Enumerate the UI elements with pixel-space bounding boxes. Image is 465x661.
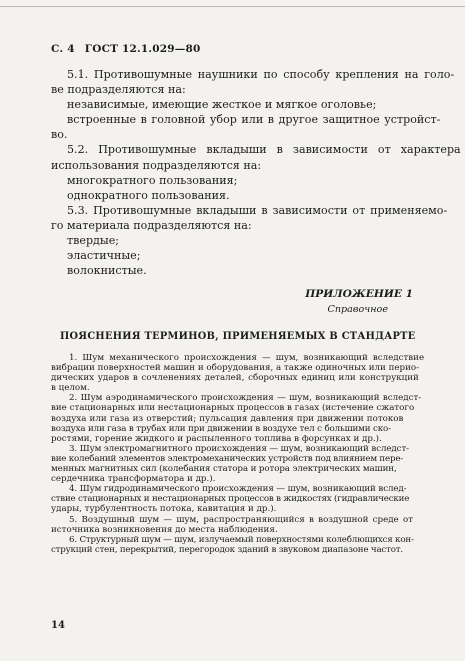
text-line: эластичные; [67,249,141,263]
text-line: 5.1. Противошумные наушники по способу крепления на голо- [67,68,455,81]
section-title: ПОЯСНЕНИЯ ТЕРМИНОВ, ПРИМЕНЯЕМЫХ В СТАНДАРТЕ [60,331,416,342]
text-line: 3. Шум электромагнитного происхождения — шум, возникающий вследст- [69,443,409,454]
text-line: струкций стен, перекрытий, перегородок зданий в звуковом диапазоне частот. [51,544,403,555]
text-line: дических ударов в сочленениях деталей, сборочных единиц или конструкций [51,373,419,384]
text-line: сердечника трансформатора и др.). [51,474,216,485]
text-line: ствие стационарных и нестационарных процессов в жидкостях (гидравлические [51,494,410,505]
page-label: С. 4 [51,43,75,55]
text-line: во. [51,128,68,142]
text-line: вибрации поверхностей машин и оборудования, а также одиночных или перио- [51,363,420,374]
text-line: независимые, имеющие жесткое и мягкое оголовье; [67,98,377,112]
text-line: однократного пользования. [67,188,230,202]
text-line: ростями, горение жидкого и распыленного топлива в форсунках и др.). [51,433,382,444]
text-line: встроенные в головной убор или в другое защитное устройст- [67,113,441,127]
text-line: воздуха или газа в трубах или при движении в воздухе тел с большими ско- [51,423,391,434]
text-line: источника возникновения до места наблюдения. [51,524,278,535]
text-line: в целом. [51,383,90,394]
text-line: менных магнитных сил (колебания статора и ротора электрических машин, [51,464,397,475]
text-line: 4. Шум гидродинамического происхождения — шум, возникающий вслед- [69,484,407,495]
text-line: вие колебаний элементов электромеханических устройств под влиянием пере- [51,453,404,464]
text-line: 5.2. Противошумные вкладыши в зависимости от характера [67,143,461,157]
text-line: вие стационарных или нестационарных процессов в газах (истечение сжатого [51,403,415,414]
text-line: 5. Воздушный шум — шум, распространяющийся в воздушной среде от [69,514,413,525]
text-line: 2. Шум аэродинамического происхождения — шум, возникающий вследст- [69,393,422,404]
text-line: многократного пользования; [67,173,238,187]
page-number: 14 [51,620,65,631]
appendix-subtitle: Справочное [327,304,388,315]
text-line: 5.3. Противошумные вкладыши в зависимости от применяемо- [67,203,448,217]
standard-number: ГОСТ 12.1.029—80 [84,43,201,55]
text-line: 6. Структурный шум — шум, излучаемый поверхностями колеблющихся кон- [69,534,414,545]
top-rule [0,6,465,7]
text-line: ве подразделяются на: [51,83,186,97]
text-line: го материала подразделяются на: [51,218,252,232]
text-line: удары, турбулентность потока, кавитация и др.). [51,504,277,515]
text-line: воздуха или газа из отверстий; пульсация давления при движении потоков [51,413,404,424]
text-line: волокнистые. [67,264,147,278]
section-5-text [51,67,461,278]
terms-explanations [51,353,425,555]
text-line: твердые; [67,234,120,248]
text-line: 1. Шум механического происхождения — шум, возникающий вследствие [69,353,425,363]
page-header [51,43,200,55]
appendix-title: ПРИЛОЖЕНИЕ 1 [305,288,413,300]
text-line: использования подразделяются на: [51,158,262,172]
